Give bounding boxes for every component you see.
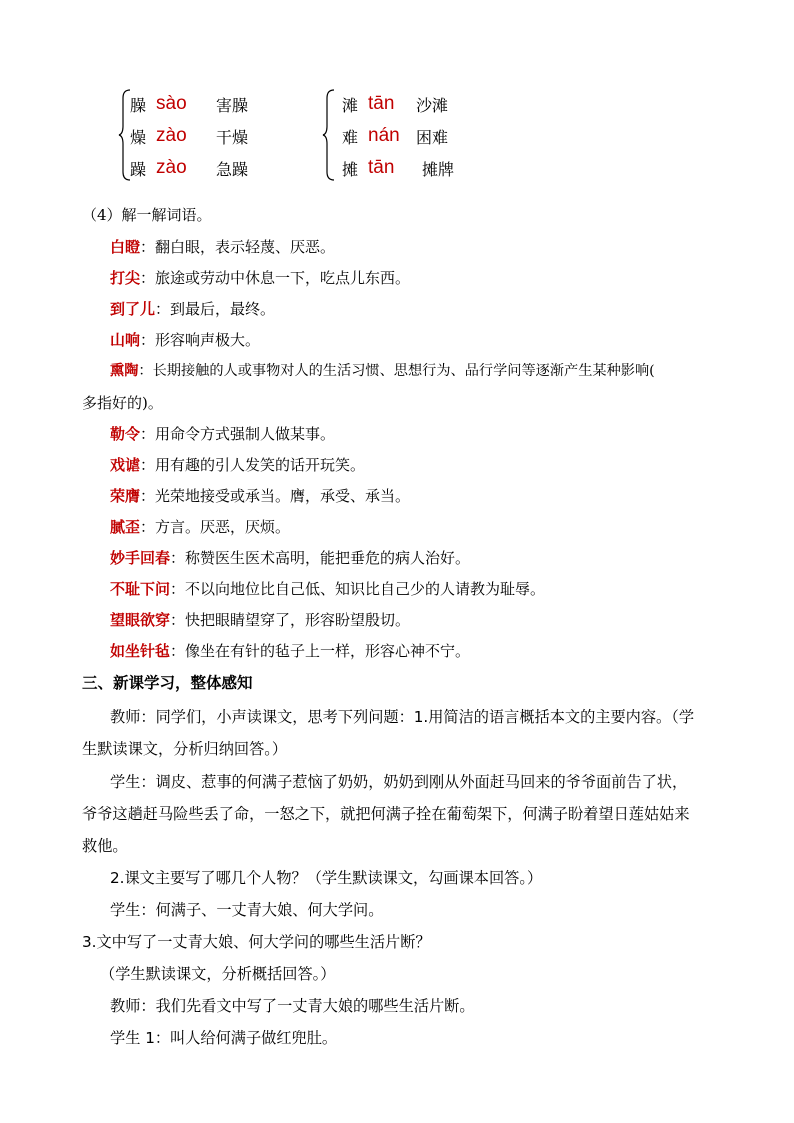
vocab-definition: ：方言。厌恶，厌烦。 <box>140 518 291 536</box>
vocab-definition: ：到最后，最终。 <box>155 300 276 318</box>
question-3-note: （学生默读课文，分析概括回答。） <box>100 965 336 983</box>
vocab-term: 打尖 <box>110 269 141 287</box>
vocab-definition-continued: 多指好的)。 <box>82 394 163 412</box>
vocab-definition: ：光荣地接受或承当。膺，承受、承当。 <box>140 487 411 505</box>
vocab-term: 勒令 <box>110 425 141 443</box>
vocab-term: 腻歪 <box>110 518 141 536</box>
pinyin-group-2 <box>322 88 522 184</box>
vocab-term: 熏陶 <box>110 363 139 379</box>
vocab-definition: ：称赞医生医术高明，能把垂危的病人治好。 <box>170 549 471 567</box>
character: 躁 <box>130 159 147 179</box>
vocab-entry <box>110 329 260 351</box>
vocab-entry <box>110 485 410 507</box>
vocab-definition: ：长期接触的人或事物对人的生活习惯、思想行为、品行学问等逐渐产生某种影响( <box>138 363 655 379</box>
vocab-definition: ：形容响声极大。 <box>140 331 261 349</box>
word: 干燥 <box>216 127 249 147</box>
pinyin-row <box>342 88 448 120</box>
vocab-entry <box>110 578 545 600</box>
character: 臊 <box>130 95 147 115</box>
pinyin: tān <box>368 93 395 114</box>
word: 摊牌 <box>422 159 455 179</box>
vocab-term: 荣膺 <box>110 487 141 505</box>
vocab-definition: ：像坐在有针的毡子上一样，形容心神不宁。 <box>170 642 471 660</box>
question-3: 3.文中写了一丈青大娘、何大学问的哪些生活片断？ <box>82 933 431 951</box>
paragraph-line: 教师：同学们，小声读课文，思考下列问题：1.用简洁的语言概括本文的主要内容。（学 <box>110 708 695 726</box>
pinyin: zào <box>156 157 187 178</box>
pinyin-row <box>130 120 248 152</box>
character: 燥 <box>130 127 147 147</box>
pinyin: zào <box>156 125 187 146</box>
vocab-term: 如坐针毡 <box>110 642 171 660</box>
character: 摊 <box>342 159 359 179</box>
vocab-term: 望眼欲穿 <box>110 611 171 629</box>
pinyin: tān <box>368 157 395 178</box>
pinyin-row <box>130 88 248 120</box>
vocab-definition: ：旅途或劳动中休息一下，吃点儿东西。 <box>140 269 411 287</box>
character: 滩 <box>342 95 359 115</box>
answer-2: 学生：何满子、一丈青大娘、何大学问。 <box>110 901 384 919</box>
vocab-heading: （4）解一解词语。 <box>82 206 212 224</box>
vocab-entry <box>110 236 335 258</box>
pinyin: sào <box>156 93 187 114</box>
vocab-entry <box>110 609 410 631</box>
pinyin-group-1 <box>118 88 298 184</box>
vocab-entry <box>110 267 410 289</box>
vocab-definition: ：用有趣的引人发笑的话开玩笑。 <box>140 456 366 474</box>
vocab-definition: ：快把眼睛望穿了，形容盼望殷切。 <box>170 611 411 629</box>
character: 难 <box>342 127 359 147</box>
vocab-entry <box>110 640 470 662</box>
vocab-entry <box>110 547 470 569</box>
vocab-term: 白瞪 <box>110 238 141 256</box>
student-line: 学生 1：叫人给何满子做红兜肚。 <box>110 1029 338 1047</box>
teacher-line: 教师：我们先看文中写了一丈青大娘的哪些生活片断。 <box>110 997 475 1015</box>
word: 困难 <box>416 127 449 147</box>
paragraph-line: 生默读课文，分析归纳回答。） <box>82 740 288 758</box>
vocab-term: 山响 <box>110 331 141 349</box>
pinyin-row <box>342 152 454 184</box>
paragraph-line: 爷爷这趟赶马险些丢了命，一怒之下，就把何满子拴在葡萄架下，何满子盼着望日莲姑姑来 <box>82 805 690 823</box>
left-brace-icon <box>322 88 336 182</box>
section-heading: 三、新课学习，整体感知 <box>82 674 253 692</box>
pinyin: nán <box>368 125 400 146</box>
word: 急躁 <box>216 159 249 179</box>
vocab-term: 戏谑 <box>110 456 141 474</box>
vocab-entry <box>110 423 335 445</box>
vocab-term: 到了儿 <box>110 300 156 318</box>
vocab-entry <box>110 516 290 538</box>
vocab-entry <box>110 360 655 382</box>
vocab-definition: ：用命令方式强制人做某事。 <box>140 425 336 443</box>
pinyin-row <box>342 120 448 152</box>
vocab-entry <box>110 298 275 320</box>
word: 害臊 <box>216 95 249 115</box>
vocab-definition: ：翻白眼，表示轻蔑、厌恶。 <box>140 238 336 256</box>
vocab-definition: ：不以向地位比自己低、知识比自己少的人请教为耻辱。 <box>170 580 546 598</box>
question-2: 2.课文主要写了哪几个人物？（学生默读课文，勾画课本回答。） <box>110 869 543 887</box>
word: 沙滩 <box>416 95 449 115</box>
paragraph-line: 救他。 <box>82 837 128 855</box>
vocab-entry <box>110 454 365 476</box>
paragraph-line: 学生：调皮、惹事的何满子惹恼了奶奶，奶奶到刚从外面赶马回来的爷爷面前告了状， <box>110 773 688 791</box>
pinyin-row <box>130 152 248 184</box>
vocab-term: 不耻下问 <box>110 580 171 598</box>
vocab-term: 妙手回春 <box>110 549 171 567</box>
